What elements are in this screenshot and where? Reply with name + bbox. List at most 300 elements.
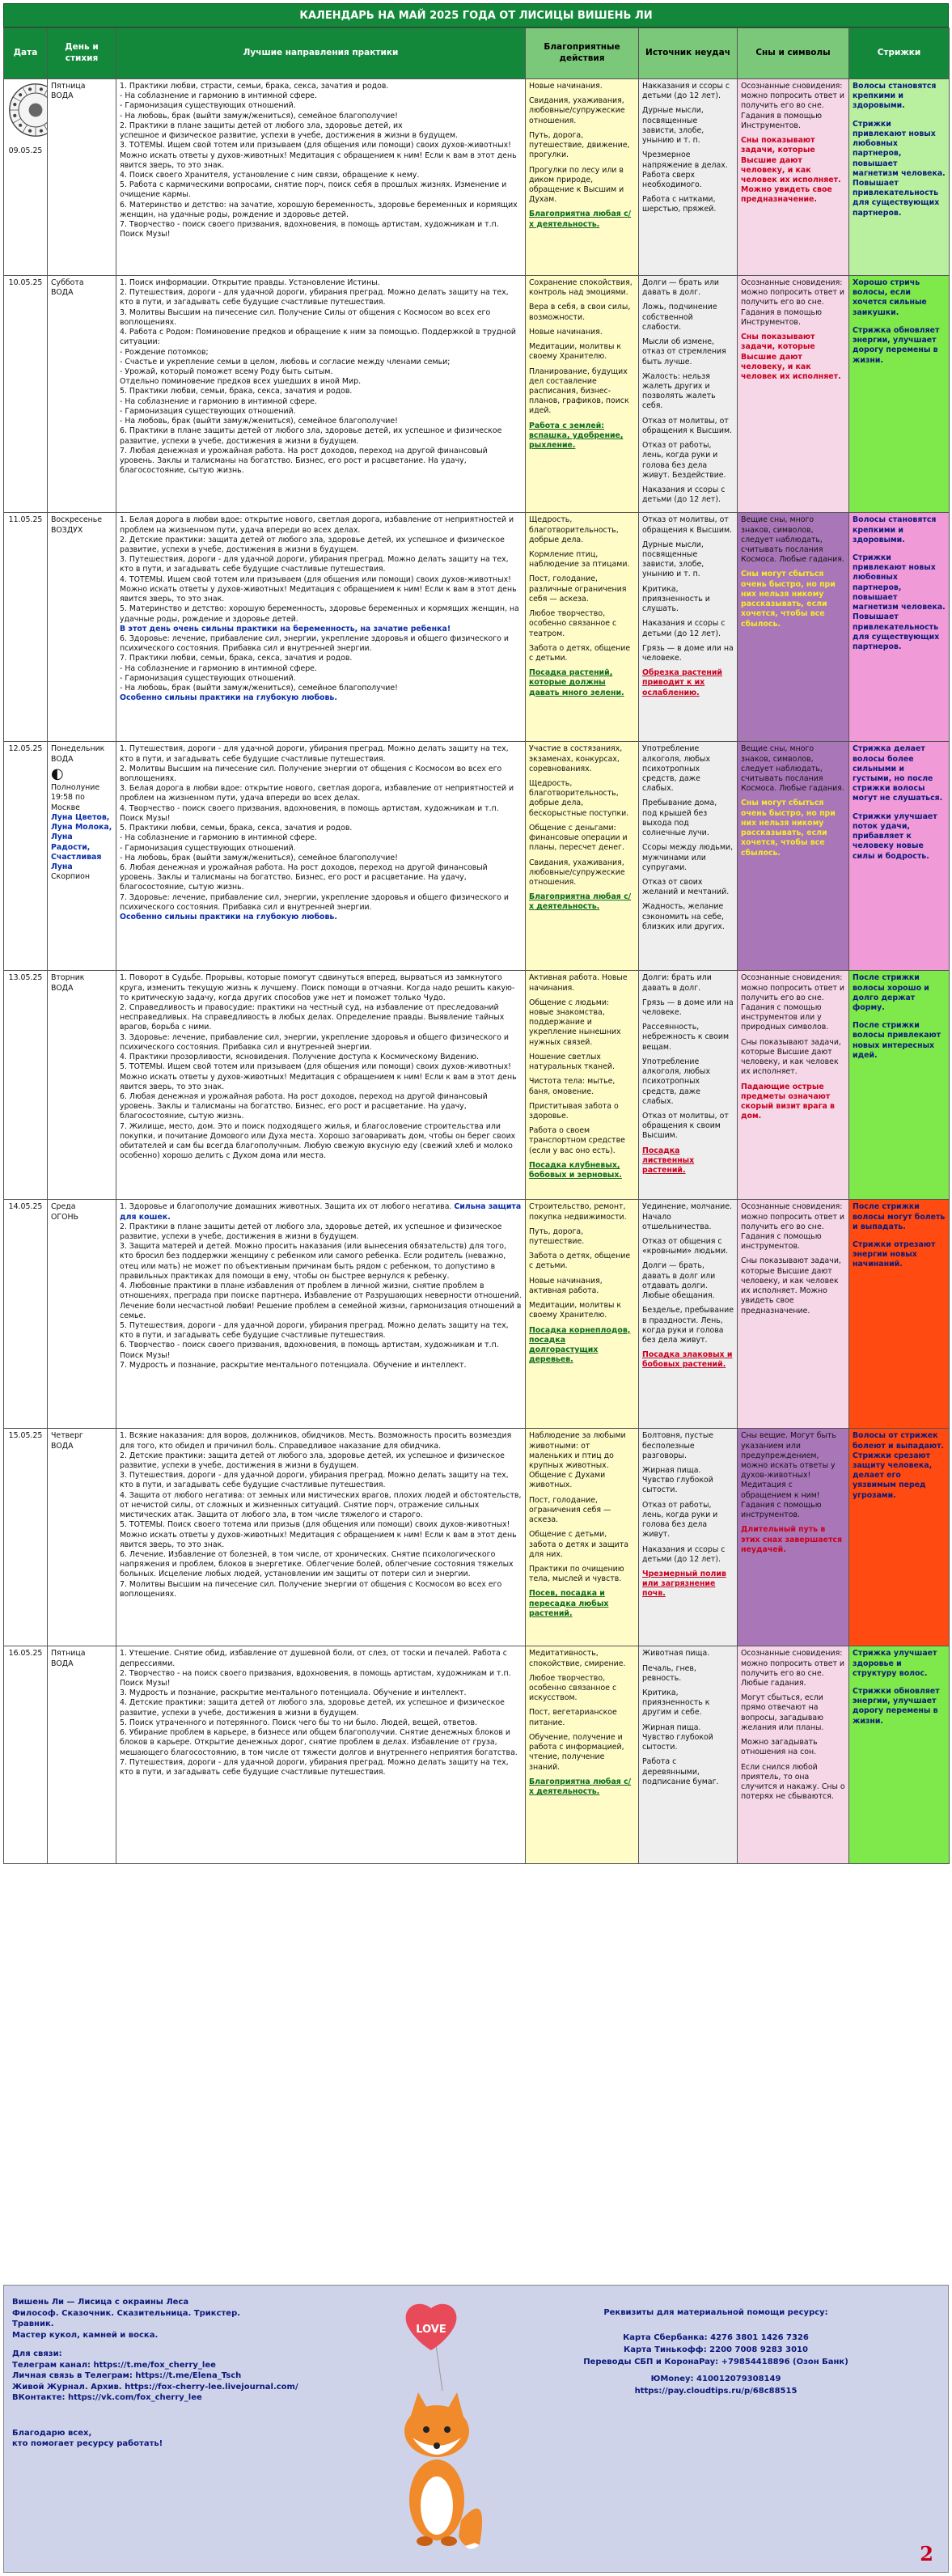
- cell-line: Щедрость, благотворительность, добрые дела.: [529, 515, 619, 544]
- payment-sbp: Переводы СБП и КоронаPay: +79854418896 (Озон Банк): [583, 2358, 848, 2366]
- day-info: [48, 1646, 116, 1864]
- dreams-emph: Падающие острые предметы означают скорый визит врага в дом.: [741, 1082, 835, 1121]
- day-row: [4, 1646, 950, 1864]
- cell-line: Щедрость, благотворительность, добрые дела, бескорыстные поступки.: [529, 779, 629, 818]
- author-line-1: Вишень Ли — Лисица с окраины Леса: [12, 2298, 189, 2307]
- cell-line: - Гармонизация существующих отношений.: [120, 101, 296, 111]
- cell-line: 4. Работа с Родом: Поминовение предков и обращение к ним за помощью. Поддержкой в трудной ситуации:: [120, 328, 516, 347]
- drain-cell: [639, 971, 738, 1200]
- practices-cell: [116, 276, 526, 513]
- haircut-line: Стрижки привлекают новых любовных партнеров, повышает магнетизм человека.: [853, 553, 946, 612]
- cell-line: - На соблазнение и гармонию в интимной сфере.: [120, 833, 317, 843]
- haircut-line: Волосы становятся крепкими и здоровыми.: [853, 515, 937, 544]
- haircut-line: После стрижки волосы хорошо и долго держат форму.: [853, 973, 929, 1013]
- author-line-4: Мастер кукол, камней и воска.: [12, 2330, 159, 2340]
- dreams-cell: [738, 1429, 849, 1646]
- practices-cell: [116, 742, 526, 971]
- cell-line: 7. Творчество - поиск своего призвания, вдохновения, в помощь артистам, художникам и т.п. Поиск Музы!: [120, 220, 499, 239]
- cell-line: 2. Детские практики: защита детей от любого зла, здоровье детей, их успешное и физическое развитие, успехи в учебе, достижения в жизни в будущем.: [120, 1451, 505, 1471]
- dreams-cell: [738, 79, 849, 276]
- haircuts-cell: [849, 1429, 950, 1646]
- cell-line: 6. Здоровье: лечение, прибавление сил, энергии, укрепление здоровья и общего физического и психического состояния. Прибавка сил и внутренней энергии.: [120, 634, 509, 654]
- cell-line: 1. Практики любви, страсти, семьи, брака, секса, зачатия и родов.: [120, 82, 389, 91]
- moon-name: Луна Радости,: [51, 833, 91, 852]
- author-line-3: Травник.: [12, 2320, 54, 2328]
- cell-line: Общение с детьми, забота о детях и защита для них.: [529, 1530, 628, 1559]
- cell-line: 2. Молитвы Высшим на пичесение сил. Получение энергии от общения с Космосом во всех его воплощениях.: [120, 764, 502, 784]
- cell-line: Осознанные сновидения: можно попросить ответ и получить его во сне. Гадания в помощью Инструментов.: [741, 278, 845, 327]
- date-text: 10.05.25: [8, 278, 43, 287]
- cell-line: Накказания и ссоры с детьми (до 12 лет).: [642, 82, 730, 101]
- cell-line: Осознанные сновидения: можно попросить ответ и получить его во сне. Любые гадания.: [741, 1649, 845, 1688]
- cell-line: Медитации, молитвы к своему Хранителю.: [529, 342, 622, 362]
- cell-line: 2. Детские практики: защита детей от любого зла, здоровье детей, их успешное и физическое развитие, успехи в учебе, достижения в жизни в будущем.: [120, 535, 505, 555]
- haircut-line: Повышает привлекательность для существующих партнеров.: [853, 612, 940, 651]
- haircut-text: [853, 120, 946, 218]
- weekday: Вторник: [51, 973, 85, 983]
- cell-line: 4. ТОТЕМЫ. Ищем свой тотем или призываем (для общения или помощи) своих духов-животных! Можно искать ответы у духов-животных! Медитация с обращением к ним! Если к вам в этот день явится зверь, то это знак.: [120, 574, 517, 604]
- cell-line: Медитации, молитвы к своему Хранителю.: [529, 1301, 622, 1320]
- cell-line: Пост, вегетарианское питание.: [529, 1708, 617, 1727]
- haircut-line: Повышает привлекательность для существующих партнеров.: [853, 178, 940, 218]
- element: ВОДА: [51, 754, 74, 764]
- cell-line: 7. Практики любви, семьи, брака, секса, зачатия и родов.: [120, 654, 353, 663]
- weekday: Пятница: [51, 1649, 86, 1659]
- favorable-emph: Посадка корнеплодов, посадка долгорастущих деревьев.: [529, 1325, 631, 1365]
- cell-line: - На соблазнение и гармонию в интимной сфере.: [120, 396, 317, 406]
- day-date: [4, 742, 48, 971]
- dreams-cell: [738, 971, 849, 1200]
- cell-line: Обучение, получение и работа с информацией, чтение, получение знаний.: [529, 1732, 624, 1772]
- favorable-cell: [526, 971, 639, 1200]
- drain-cell: [639, 1646, 738, 1864]
- haircut-text: [853, 744, 946, 803]
- zodiac-wheel-icon: [7, 82, 48, 138]
- haircut-line: Стрижки привлекают новых любовных партнеров, повышает магнетизм человека.: [853, 119, 946, 178]
- haircut-text: [853, 1240, 946, 1270]
- cell-line: Кормление птиц, наблюдение за птицами.: [529, 550, 630, 570]
- cell-line: 1. Поиск информации. Открытие правды. Установление Истины.: [120, 278, 380, 287]
- cell-line: Употребление алкоголя, любых психотропных средств, даже слабых.: [642, 1057, 711, 1106]
- cell-line: Сны показывают задачи, которые Высшие дают человеку, и как человек их исполняет. Можно увидеть свое предназначение.: [741, 1256, 841, 1316]
- day-row: [4, 513, 950, 742]
- cell-line: Забота о детях, общение с детьми.: [529, 643, 631, 663]
- date-text: 13.05.25: [8, 973, 43, 983]
- cell-line: 5. Работа с кармическими вопросами, снятие порч, поиск себя в прошлых жизнях. Изменение и очищение кармы.: [120, 180, 507, 200]
- payment-cloudtips[interactable]: https://pay.cloudtips.ru/p/68c88515: [634, 2387, 798, 2396]
- drain-cell: [639, 513, 738, 742]
- day-date: [4, 1200, 48, 1429]
- haircuts-cell: [849, 971, 950, 1200]
- cell-line: Новые начинания, активная работа.: [529, 1276, 603, 1295]
- dreams-cell: [738, 1200, 849, 1429]
- element: ОГОНЬ: [51, 1212, 78, 1222]
- day-info: [48, 1200, 116, 1429]
- cell-line: Отказ от работы, лень, когда руки и голова без дела живут.: [642, 1500, 718, 1540]
- cell-line: Отказ от общения с «кровными» людьми.: [642, 1237, 729, 1256]
- payment-tinkoff: Карта Тинькофф: 2200 7008 9283 3010: [624, 2345, 808, 2354]
- cell-line: - Счастье и укрепление семьи в целом, любовь и согласие между членами семьи;: [120, 357, 451, 366]
- cell-line: 6. Практики в плане защиты детей от любого зла, здоровье детей, их успешное и физическое развитие, успехи в учебе, достижения в жизни в будущем.: [120, 426, 502, 446]
- favorable-cell: [526, 1200, 639, 1429]
- cell-line: Безделье, пребывание в праздности. Лень, когда руки и голова без дела живут.: [642, 1306, 734, 1345]
- header-drain: Источник неудач: [639, 28, 738, 79]
- cell-line: Сохранение спокойствия, контроль над эмоциями.: [529, 278, 633, 298]
- cell-line: 1. Поворот в Судьбе. Прорывы, которые помогут сдвинуться вперед, вырваться из замкнутого круга, изменить текущую жизнь к лучшему. Поиск помощи в отчаяни. Когда надо решить какую-то критическую задачу, когда других способов уже нет и поможет только Чудо.: [120, 973, 515, 1002]
- header-day: День и стихия: [48, 28, 116, 79]
- cell-line: Новые начинания.: [529, 327, 603, 337]
- footer: [3, 2285, 949, 2573]
- day-row: [4, 971, 950, 1200]
- weekday: Суббота: [51, 278, 84, 287]
- contact-livejournal[interactable]: Живой Журнал. Архив. https://fox-cherry-lee.livejournal.com/: [12, 2382, 298, 2392]
- cell-line: Чистота тела: мытье, баня, омовение.: [529, 1077, 616, 1096]
- cell-line: Употребление алкоголя, любых психотропных средств, даже слабых.: [642, 744, 711, 794]
- element: ВОДА: [51, 288, 74, 298]
- header-dreams: Сны и символы: [738, 28, 849, 79]
- cell-line: Сны вещие. Могут быть указанием или предупреждением, можно искать ответы у духов-животных! Медитация с обращением к ним! Гадания с помощью инструментов.: [741, 1431, 836, 1520]
- cell-line: 4. Детские практики: защита детей от любого зла, здоровье детей, их успешное и физическое развитие, успехи в учебе, достижения в жизни в будущем.: [120, 1698, 505, 1718]
- header-date: Дата: [4, 28, 48, 79]
- cell-line: 4. Творчество - поиск своего призвания, вдохновения, в помощь артистам, художникам и т.п. Поиск Музы!: [120, 803, 499, 823]
- cell-line: 6. Лечение. Избавление от болезней, в том числе, от хронических. Снятие психологического напряжения и проблем, блоков в энергетике. Облегчение болей, облегчение состояния тяжелых больных. Исцеление любых людей, установлении им защиты от потери сил и энергии.: [120, 1550, 514, 1579]
- practices-cell: [116, 1646, 526, 1864]
- cell-line: - Урожай, который поможет всему Роду быть сытым.: [120, 366, 333, 376]
- cell-line: Мысли об измене, отказ от стремления быть лучше.: [642, 337, 726, 366]
- cell-line: - Гармонизация существующих отношений.: [120, 673, 296, 683]
- haircut-text: [853, 515, 946, 545]
- date-text: 16.05.25: [8, 1649, 43, 1659]
- drain-cell: [639, 1429, 738, 1646]
- cell-line: Можно загадывать отношения на сон.: [741, 1738, 818, 1757]
- cell-line: 7. Жилище, место, дом. Это и поиск подходящего жилья, и благословение строительства или покупки, и почитание Домового или Духа места. Хорошо заговаривать дом, чтобы он берег своих обитателей и сам бы всегда благополучным. Любую свежую вкусную еду (свежий хлеб и молоко особенно) хорошо делить с Духом дома или места.: [120, 1121, 516, 1161]
- cell-line: 3. Здоровье: лечение, прибавление сил, энергии, укрепление здоровья и общего физического и психического состояния. Прибавка сил и внутренней энергии.: [120, 1032, 509, 1052]
- page-number: 2: [920, 2542, 933, 2565]
- haircuts-cell: [849, 276, 950, 513]
- cell-line: Свидания, ухаживания, любовные/супружеские отношения.: [529, 858, 625, 887]
- practice-line: 1. Здоровье и благополучие домашних животных. Защита их от любого негатива. Сильна защита для кошек.: [120, 1202, 522, 1222]
- element: ВОДА: [51, 1659, 74, 1668]
- date-text: 12.05.25: [8, 744, 43, 754]
- practices-cell: [116, 1200, 526, 1429]
- haircut-text: [853, 812, 946, 862]
- haircut-line: Волосы становятся крепкими и здоровыми.: [853, 82, 937, 111]
- cell-line: Практики по очищению тела, мыслей и чувств.: [529, 1565, 624, 1584]
- cell-line: Грязь — в доме или на человеке.: [642, 998, 734, 1018]
- date-text: 14.05.25: [8, 1202, 43, 1212]
- dreams-emph: Длительный путь в этих снах завершается неудачей.: [741, 1525, 842, 1554]
- cell-line: Отказ от молитвы, от обращения к своим Высшим.: [642, 1112, 729, 1141]
- cell-line: Отдельно поминовение предков всех ушедших в иной Мир.: [120, 377, 362, 387]
- favorable-emph: Посев, посадка и пересадка любых растений.: [529, 1589, 609, 1618]
- bless-line-2: кто помогает ресурсу работать!: [12, 2439, 163, 2448]
- day-date: [4, 79, 48, 276]
- contacts-title: Для связи:: [12, 2349, 62, 2358]
- moon-line: 19:58 по Москве: [51, 793, 85, 812]
- day-info: [48, 276, 116, 513]
- haircut-line: Стрижка обновляет энергии, улучшает дорогу перемены в жизни.: [853, 325, 940, 365]
- cell-line: Вера в себя, в свои силы, возможности.: [529, 303, 631, 322]
- contact-telegram-channel[interactable]: Телеграм канал: https://t.me/fox_cherry_lee: [12, 2360, 216, 2370]
- favorable-emph: Посадка растений, которые должны давать много зелени.: [529, 668, 624, 697]
- moon-sign: Скорпион: [51, 872, 90, 882]
- haircut-text: [853, 973, 946, 1013]
- practices-cell: [116, 79, 526, 276]
- contact-telegram-personal[interactable]: Личная связь в Телеграм: https://t.me/Elena_Tsch: [12, 2371, 242, 2380]
- cell-line: Вещие сны, много знаков, символов, следует наблюдать, считывать послания Космоса. Любые гадания.: [741, 515, 844, 565]
- cell-line: Активная работа. Новые начинания.: [529, 973, 628, 993]
- cell-line: Осознанные сновидения: можно попросить ответ и получить его во сне. Гадания в помощью Инструментов.: [741, 82, 845, 130]
- day-info: [48, 742, 116, 971]
- fox-illustration: [384, 2302, 489, 2561]
- haircuts-cell: [849, 742, 950, 971]
- element: ВОДА: [51, 983, 74, 993]
- day-date: [4, 1429, 48, 1646]
- cell-line: Долги — брать, давать в долг или отдавать долги. Любые обещания.: [642, 1261, 716, 1301]
- cell-line: 3. Путешествия, дороги - для удачной дороги, убирания преград. Можно делать защиту на тех, кто в пути, и загадывать себе будущие счастливые путешествия.: [120, 555, 509, 574]
- cell-line: Наблюдение за любыми животными: от маленьких и птиц до крупных животных. Общение с Духами животных.: [529, 1431, 626, 1490]
- dreams-cell: [738, 276, 849, 513]
- cell-line: Забота о детях, общение с детьми.: [529, 1252, 631, 1271]
- haircut-text: [853, 1021, 946, 1061]
- cell-line: 1. Путешествия, дороги - для удачной дороги, убирания преград. Можно делать защиту на тех, кто в пути, и загадывать себе будущие счастливые путешествия.: [120, 744, 509, 764]
- cell-line: Критика, приязненность и слушать.: [642, 584, 710, 614]
- favorable-cell: [526, 1429, 639, 1646]
- cell-line: Пост, голодание, ограничения себя — аскеза.: [529, 1495, 611, 1525]
- page-title: КАЛЕНДАРЬ НА МАЙ 2025 ГОДА ОТ ЛИСИЦЫ ВИШЕНЬ ЛИ: [3, 3, 949, 28]
- weekday: Пятница: [51, 82, 86, 91]
- calendar-body: [4, 79, 950, 1864]
- cell-line: - На соблазнение и гармонию в интимной сфере.: [120, 91, 317, 101]
- practices-cell: [116, 971, 526, 1200]
- cell-line: Если снился любой приятель, то она случится и накажу. Сны о потерях не сбываются.: [741, 1762, 845, 1802]
- cell-line: 5. Поиск утраченного и потерянного. Поиск чего бы то ни было. Людей, вещей, ответов.: [120, 1718, 478, 1727]
- cell-line: 5. Материнство и детство: хорошую беременность, здоровье беременных и кормящих женщин, на удачные роды, рождение и здоровье детей.: [120, 604, 519, 624]
- haircuts-cell: [849, 513, 950, 742]
- cell-line: 3. Молитвы Высшим на пичесение сил. Получение Силы от общения с Космосом во всех его воплощениях.: [120, 307, 491, 327]
- cell-line: 6. Убирание проблем в карьере, в бизнесе или общем благополучии. Снятие денежных блоков и блоков в карьере. Открытие денежных дорог, снятие проблем в делах. Избавление от груза, мешающего благосостоянию, в том числе от тяжести долгов и внутреннего неприятия богатства.: [120, 1728, 518, 1757]
- cell-line: 7. Мудрость и познание, раскрытие ментального потенциала. Обучение и интеллект.: [120, 1360, 467, 1370]
- header-practices: Лучшие направления практики: [116, 28, 526, 79]
- day-row: [4, 276, 950, 513]
- haircut-line: Стрижки улучшает поток удачи, прибавляет к человеку новые силы и бодрость.: [853, 811, 937, 861]
- cell-line: 2. Творчество - на поиск своего призвания, вдохновения, в помощь артистам, художникам и т.п. Поиск Музы!: [120, 1668, 511, 1688]
- drain-emph: Посадка злаковых и бобовых растений.: [642, 1350, 733, 1370]
- cell-line: 3. Защита матерей и детей. Можно просить наказания (или вынесения обязательств) для того, кто бросил без поддержки женщину с ребенком или самого ребенка. Если родитель (неважно, отец или мать) не может по объективным причинам быть рядом с ребенком, то допустимо в правильных практиках для помощи в ему, чтобы он быстрее вернулся к ребенку.: [120, 1242, 506, 1281]
- haircut-line: Стрижки отрезают энергии новых начинаний.: [853, 1240, 936, 1269]
- cell-line: Могут сбыться, если прямо отвечают на вопросы, загадываю желания или планы.: [741, 1693, 824, 1732]
- drain-emph: Посадка лиственных растений.: [642, 1146, 695, 1176]
- cell-line: 3. Мудрость и познание, раскрытие ментального потенциала. Обучение и интеллект.: [120, 1688, 467, 1698]
- cell-line: Вещие сны, много знаков, символов, следует наблюдать, считывать послания Космоса. Любые гадания.: [741, 744, 844, 794]
- haircut-text: [853, 82, 946, 112]
- cell-line: 5. ТОТЕМЫ. Ищем свой тотем или призываем (для общения или помощи) своих духов-животных! Можно искать ответы у духов-животных! Медитация с обращением к ним! Если к вам в этот день явится зверь, то это знак.: [120, 1062, 517, 1091]
- haircuts-cell: [849, 1200, 950, 1429]
- payment-title: Реквизиты для материальной помощи ресурсу:: [603, 2308, 828, 2317]
- cell-line: 1. Всякие наказания: для воров, должников, обидчиков. Месть. Возможность просить возмездия для того, кто обидел и причинил боль. Справедливое наказание для обидчика.: [120, 1431, 512, 1451]
- practice-emph: Особенно сильны практики на глубокую любовь.: [120, 693, 337, 703]
- dreams-emph: Сны показывают задачи, которые Высшие дают человеку, и как человек их исполняет. Можно увидеть свое предназначение.: [741, 136, 841, 205]
- cell-line: 6. Материнство и детство: на зачатие, хорошую беременность, здоровье беременных и кормящих женщин, на удачные роды, рождение и здоровье детей.: [120, 200, 518, 219]
- moon-line: Полнолуние: [51, 783, 100, 793]
- cell-line: Грязь — в доме или на человеке.: [642, 643, 734, 663]
- cell-line: 7. Любая денежная и урожайная работа. На рост доходов, переход на другой финансовый уровень. Заклы и талисманы на богатство. Бизнес, его рост и расцветание. На удачу, благосостояние, сытую жизнь.: [120, 446, 488, 476]
- cell-line: Общение с людьми: новые знакомства, поддержание и укрепление нынешних нужных связей.: [529, 998, 621, 1047]
- cell-line: - Гармонизация существующих отношений.: [120, 406, 296, 416]
- cell-line: Ношение светлых натуральных тканей.: [529, 1052, 615, 1072]
- element: ВОЗДУХ: [51, 525, 83, 535]
- cell-line: Наказания и ссоры с детьми (до 12 лет).: [642, 619, 726, 638]
- cell-line: Болтовня, пустые бесполезные разговоры.: [642, 1431, 714, 1460]
- dreams-cell: [738, 513, 849, 742]
- cell-line: 2. Путешествия, дороги - для удачной дороги, убирания преград. Можно делать защиту на тех, кто в пути, и загадывать себе будущие счастливые путешествия.: [120, 288, 509, 307]
- author-line-2: Философ. Сказочник. Сказительница. Трикстер.: [12, 2308, 241, 2318]
- favorable-emph: Благоприятна любая с/х деятельность.: [529, 892, 632, 912]
- cell-line: Ссоры между людьми, мужчинами или супругами.: [642, 843, 734, 872]
- cell-line: Ложь, подчинение собственной слабости.: [642, 303, 717, 332]
- cell-line: 6. Творчество - поиск своего призвания, вдохновения, в помощь артистам, художникам и т.п. Поиск Музы!: [120, 1341, 499, 1360]
- cell-line: - Рождение потомков;: [120, 347, 209, 357]
- header-favorable: Благоприятные действия: [526, 28, 639, 79]
- cell-line: 7. Здоровье: лечение, прибавление сил, энергии, укрепление здоровья и общего физического и психического состояния. Прибавка сил и внутренней энергии.: [120, 892, 509, 912]
- drain-cell: [639, 742, 738, 971]
- cell-line: Долги: брать или давать в долг.: [642, 973, 712, 993]
- cell-line: Любое творчество, особенно связанное с театром.: [529, 609, 617, 638]
- cell-line: Жалость: нельзя жалеть других и позволять жалеть себя.: [642, 371, 716, 411]
- haircut-text: [853, 326, 946, 366]
- cell-line: 4. Практики прозорливости, ясновидения. Получение доступа к Космическому Видению.: [120, 1053, 479, 1062]
- favorable-cell: [526, 742, 639, 971]
- cell-line: Отказ от молитвы, от обращения к Высшим.: [642, 416, 733, 435]
- cell-line: Строительство, ремонт, покупка недвижимости.: [529, 1202, 627, 1222]
- drain-emph: Обрезка растений приводит к их ослаблению.: [642, 668, 722, 697]
- practice-emph: В этот день очень сильны практики на беременность, на зачатие ребенка!: [120, 624, 451, 633]
- cell-line: успешное и физическое развитие, успехи в учебе, достижения в жизни в будущем.: [120, 131, 459, 141]
- cell-line: Чрезмерное напряжение в делах. Работа сверх необходимого.: [642, 150, 728, 189]
- haircut-line: Волосы от стрижек болеют и выпадают. Стрижки срезают защиту человека, делает его уязвимым перед угрозами.: [853, 1431, 945, 1500]
- cell-line: Осознанные сновидения: можно попросить ответ и получить его во сне. Гадания с помощью инструментов или у природных символов.: [741, 973, 845, 1032]
- calendar-table: [3, 28, 950, 1864]
- cell-line: - На любовь, брак (выйти замуж/жениться), семейное благополучие!: [120, 684, 398, 693]
- cell-line: Пребывание дома, под крышей без выхода под солнечные лучи.: [642, 799, 717, 838]
- cell-line: - На любовь, брак (выйти замуж/жениться), семейное благополучие!: [120, 111, 398, 121]
- element: ВОДА: [51, 1441, 74, 1451]
- cell-line: Приститывая забота о здоровье.: [529, 1101, 619, 1121]
- cell-line: Уединение, молчание. Начало отшельничества.: [642, 1202, 732, 1231]
- weekday: Четверг: [51, 1431, 83, 1441]
- dreams-emph: Сны могут сбыться очень быстро, но при них нельзя никому рассказывать, если хочется, чтобы все сбылось.: [741, 799, 836, 858]
- day-row: [4, 742, 950, 971]
- cell-line: 3. Путешествия, дороги - для удачной дороги, убирания преград. Можно делать защиту на тех, кто в пути, и загадывать себе будущие счастливые путешествия.: [120, 1471, 509, 1490]
- haircut-line: После стрижки волосы привлекают новых интересных идей.: [853, 1021, 941, 1060]
- haircut-text: [853, 278, 946, 318]
- cell-line: Жадность, желание сэкономить на себе, близких или других.: [642, 902, 725, 931]
- day-date: [4, 1646, 48, 1864]
- drain-cell: [639, 276, 738, 513]
- cell-line: - На любовь, брак (выйти замуж/жениться), семейное благополучие!: [120, 417, 398, 426]
- cell-line: Общение с деньгами: финансовые операции и планы, пересчет денег.: [529, 823, 628, 853]
- cell-line: Осознанные сновидения: можно попросить ответ и получить его во сне. Гадания с помощью инструментов.: [741, 1202, 845, 1252]
- cell-line: 5. Практики любви, семьи, брака, секса, зачатия и родов.: [120, 824, 353, 833]
- favorable-emph: Посадка клубневых, бобовых и зерновых.: [529, 1160, 622, 1180]
- cell-line: Наказания и ссоры с детьми (до 12 лет).: [642, 1544, 726, 1564]
- cell-line: Медитативность, спокойствие, смирение.: [529, 1649, 626, 1668]
- cell-line: Долги — брать или давать в долг.: [642, 278, 720, 298]
- day-row: [4, 1429, 950, 1646]
- cell-line: Любое творчество, особенно связанное с искусством.: [529, 1673, 617, 1703]
- cell-line: 3. Белая дорога в любви вдое: открытие нового, светлая дорога, избавление от неприятностей и проблем на жизненном пути, удача впереди во всех делах.: [120, 784, 514, 803]
- haircut-text: [853, 1431, 946, 1501]
- day-date: [4, 276, 48, 513]
- haircut-text: [853, 1687, 946, 1727]
- cell-line: Сны показывают задачи, которые Высшие дают человеку, и как человек их исполняет.: [741, 1037, 841, 1077]
- dreams-emph: Сны показывают задачи, которые Высшие дают человеку, и как человек их исполняет.: [741, 333, 841, 381]
- favorable-cell: [526, 79, 639, 276]
- cell-line: 2. Справедливость и правосудие: практики на честный суд, на избавление от преследований несправедливых. На справедливость в любых делах. Определение правды. Выявление тайных врагов, борьба с ними.: [120, 1003, 505, 1032]
- moon-name: Луна Молока,: [51, 823, 112, 833]
- haircut-line: Стрижка делает волосы более сильными и густыми, но после стрижки волосы могут не слушаться.: [853, 744, 943, 803]
- favorable-cell: [526, 513, 639, 742]
- haircut-line: Стрижка улучшает здоровье и структуру волос.: [853, 1649, 937, 1678]
- haircut-line: Стрижки обновляет энергии, улучшает дорогу перемены в жизни.: [853, 1687, 940, 1726]
- practices-cell: [116, 1429, 526, 1646]
- cell-line: Работа о своем транспортном средстве (если у вас оно есть).: [529, 1126, 625, 1155]
- drain-emph: Чрезмерный полив или загрязнение почв.: [642, 1570, 726, 1599]
- cell-line: - На любовь, брак (выйти замуж/жениться), семейное благополучие!: [120, 853, 398, 862]
- drain-cell: [639, 1200, 738, 1429]
- day-info: [48, 971, 116, 1200]
- favorable-cell: [526, 276, 639, 513]
- cell-line: Планирование, будущих дел составление расписания, бизнес-планов, графиков, поиск идей.: [529, 366, 629, 416]
- cell-line: 5. Путешествия, дороги - для удачной дороги, убирания преград. Можно делать защиту на тех, кто в пути, и загадывать себе будущие счастливые путешествия.: [120, 1321, 509, 1341]
- weekday: Среда: [51, 1202, 76, 1212]
- cell-line: 1. Белая дорога в любви вдое: открытие нового, светлая дорога, избавление от неприятностей и проблем на жизненном пути, удача впереди во всех делах.: [120, 515, 514, 535]
- date-text: 09.05.25: [8, 146, 43, 156]
- cell-line: Прогулки по лесу или в диком природе, обращение к Высшим и Духам.: [529, 165, 624, 205]
- day-row: [4, 79, 950, 276]
- weekday: Воскресенье: [51, 515, 103, 525]
- cell-line: Наказания и ссоры с детьми (до 12 лет).: [642, 485, 726, 505]
- cell-line: 4. Поиск своего Хранителя, установление с ним связи, обращение к нему.: [120, 170, 420, 180]
- moon-name: Счастливая Луна: [51, 852, 102, 871]
- cell-line: 7. Путешествия, дороги - для удачной дороги, убирания преград. Можно делать защиту на тех, кто в пути, и загадывать себе будущие счастливые путешествия.: [120, 1757, 509, 1777]
- drain-cell: [639, 79, 738, 276]
- day-info: [48, 513, 116, 742]
- cell-line: Дурные мысли, посвященные зависти, злобе, унынию и т. п.: [642, 106, 704, 146]
- day-row: [4, 1200, 950, 1429]
- cell-line: Участие в состязаниях, экзаменах, конкурсах, соревнованиях.: [529, 744, 623, 773]
- cell-line: 6. Любая денежная и урожайная работа. На рост доходов, переход на другой финансовый уровень. Заклы и талисманы на богатство. Бизнес, его рост и расцветание. На удачу, благосостояние, сытую жизнь.: [120, 1092, 488, 1121]
- haircuts-cell: [849, 1646, 950, 1864]
- cell-line: 7. Молитвы Высшим на пичесение сил. Получение энергии от общения с Космосом во всех его воплощениях.: [120, 1579, 502, 1599]
- heart-label: LOVE: [416, 2324, 446, 2336]
- bless-line-1: Благодарю всех,: [12, 2428, 92, 2438]
- date-text: 15.05.25: [8, 1431, 43, 1441]
- cell-line: 3. ТОТЕМЫ. Ищем свой тотем или призываем (для общения или помощи) своих духов-животных! Можно искать ответы у духов-животных! Медитация с обращением к ним! Если к вам в этот день явится зверь, то это знак.: [120, 141, 517, 170]
- practices-cell: [116, 513, 526, 742]
- cell-line: Свидания, ухаживания, любовные/супружеские отношения.: [529, 96, 625, 125]
- moon-name: Луна Цветов,: [51, 812, 110, 822]
- day-info: [48, 79, 116, 276]
- contact-vk[interactable]: ВКонтакте: https://vk.com/fox_cherry_lee: [12, 2393, 202, 2402]
- dreams-emph: Сны могут сбыться очень быстро, но при них нельзя никому рассказывать, если хочется, чтобы все сбылось.: [741, 570, 836, 629]
- haircut-text: [853, 1649, 946, 1679]
- cell-line: 5. ТОТЕМЫ. Поиск своего тотема или призыв (для общения или помощи) своих духов-животных! Можно искать ответы у духов-животных! Медитация с обращением к ним! Если к вам в этот день явится зверь, то это знак.: [120, 1520, 517, 1549]
- cell-line: Путь, дорога, путешествие.: [529, 1227, 585, 1247]
- haircut-line: После стрижки волосы могут болеть и выпадать.: [853, 1202, 946, 1231]
- date-text: 11.05.25: [8, 515, 43, 525]
- cell-line: Пост, голодание, различные ограничения себя — аскеза.: [529, 574, 627, 604]
